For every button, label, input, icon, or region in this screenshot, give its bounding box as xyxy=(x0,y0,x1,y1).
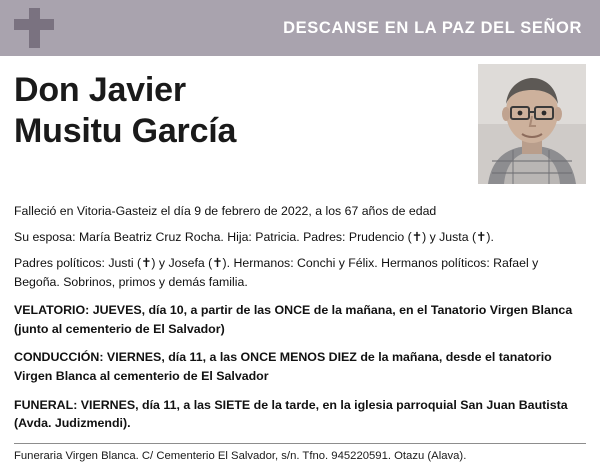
footer-divider xyxy=(14,443,586,444)
name-block xyxy=(0,56,600,196)
velatorio-details: VELATORIO: JUEVES, día 10, a partir de las ONCE de la mañana, en el Tanatorio Virgen Blanca (junto al cementerio de El Salvador) xyxy=(14,303,573,336)
death-notice-line: Falleció en Vitoria-Gasteiz el día 9 de febrero de 2022, a los 67 años de edad xyxy=(14,204,437,218)
portrait-photo xyxy=(478,64,586,184)
family-line-1: Su esposa: María Beatriz Cruz Rocha. Hija: Patricia. Padres: Prudencio (✝) y Justa (✝). xyxy=(14,230,494,245)
cross-horizontal-bar xyxy=(14,19,54,30)
deceased-name-line2: Musitu García xyxy=(14,112,237,151)
funeral-details: FUNERAL: VIERNES, día 11, a las SIETE de la tarde, en la iglesia parroquial San Juan Bautista (Avda. Judizmendi). xyxy=(14,397,568,431)
conduccion-details: CONDUCCIÓN: VIERNES, día 11, a las ONCE MENOS DIEZ de la mañana, desde el tanatorio Virgen Blanca al cementerio de El Salvador xyxy=(14,350,552,384)
header-banner-text: DESCANSE EN LA PAZ DEL SEÑOR xyxy=(283,18,582,37)
header-banner xyxy=(0,0,600,56)
cross-icon xyxy=(14,8,54,48)
deceased-name xyxy=(14,70,444,153)
family-line-2: Padres políticos: Justi (✝) y Josefa (✝). Hermanos: Conchi y Félix. Hermanos políticos: Rafael y Begoña. Sobrinos, primos y demás familia. xyxy=(14,256,539,290)
obituary-body xyxy=(0,196,600,433)
deceased-name-line1: Don Javier xyxy=(14,71,186,109)
funeral-home-info: Funeraria Virgen Blanca. C/ Cementerio El Salvador, s/n. Tfno. 945220591. Otazu (Alava). xyxy=(14,449,467,462)
